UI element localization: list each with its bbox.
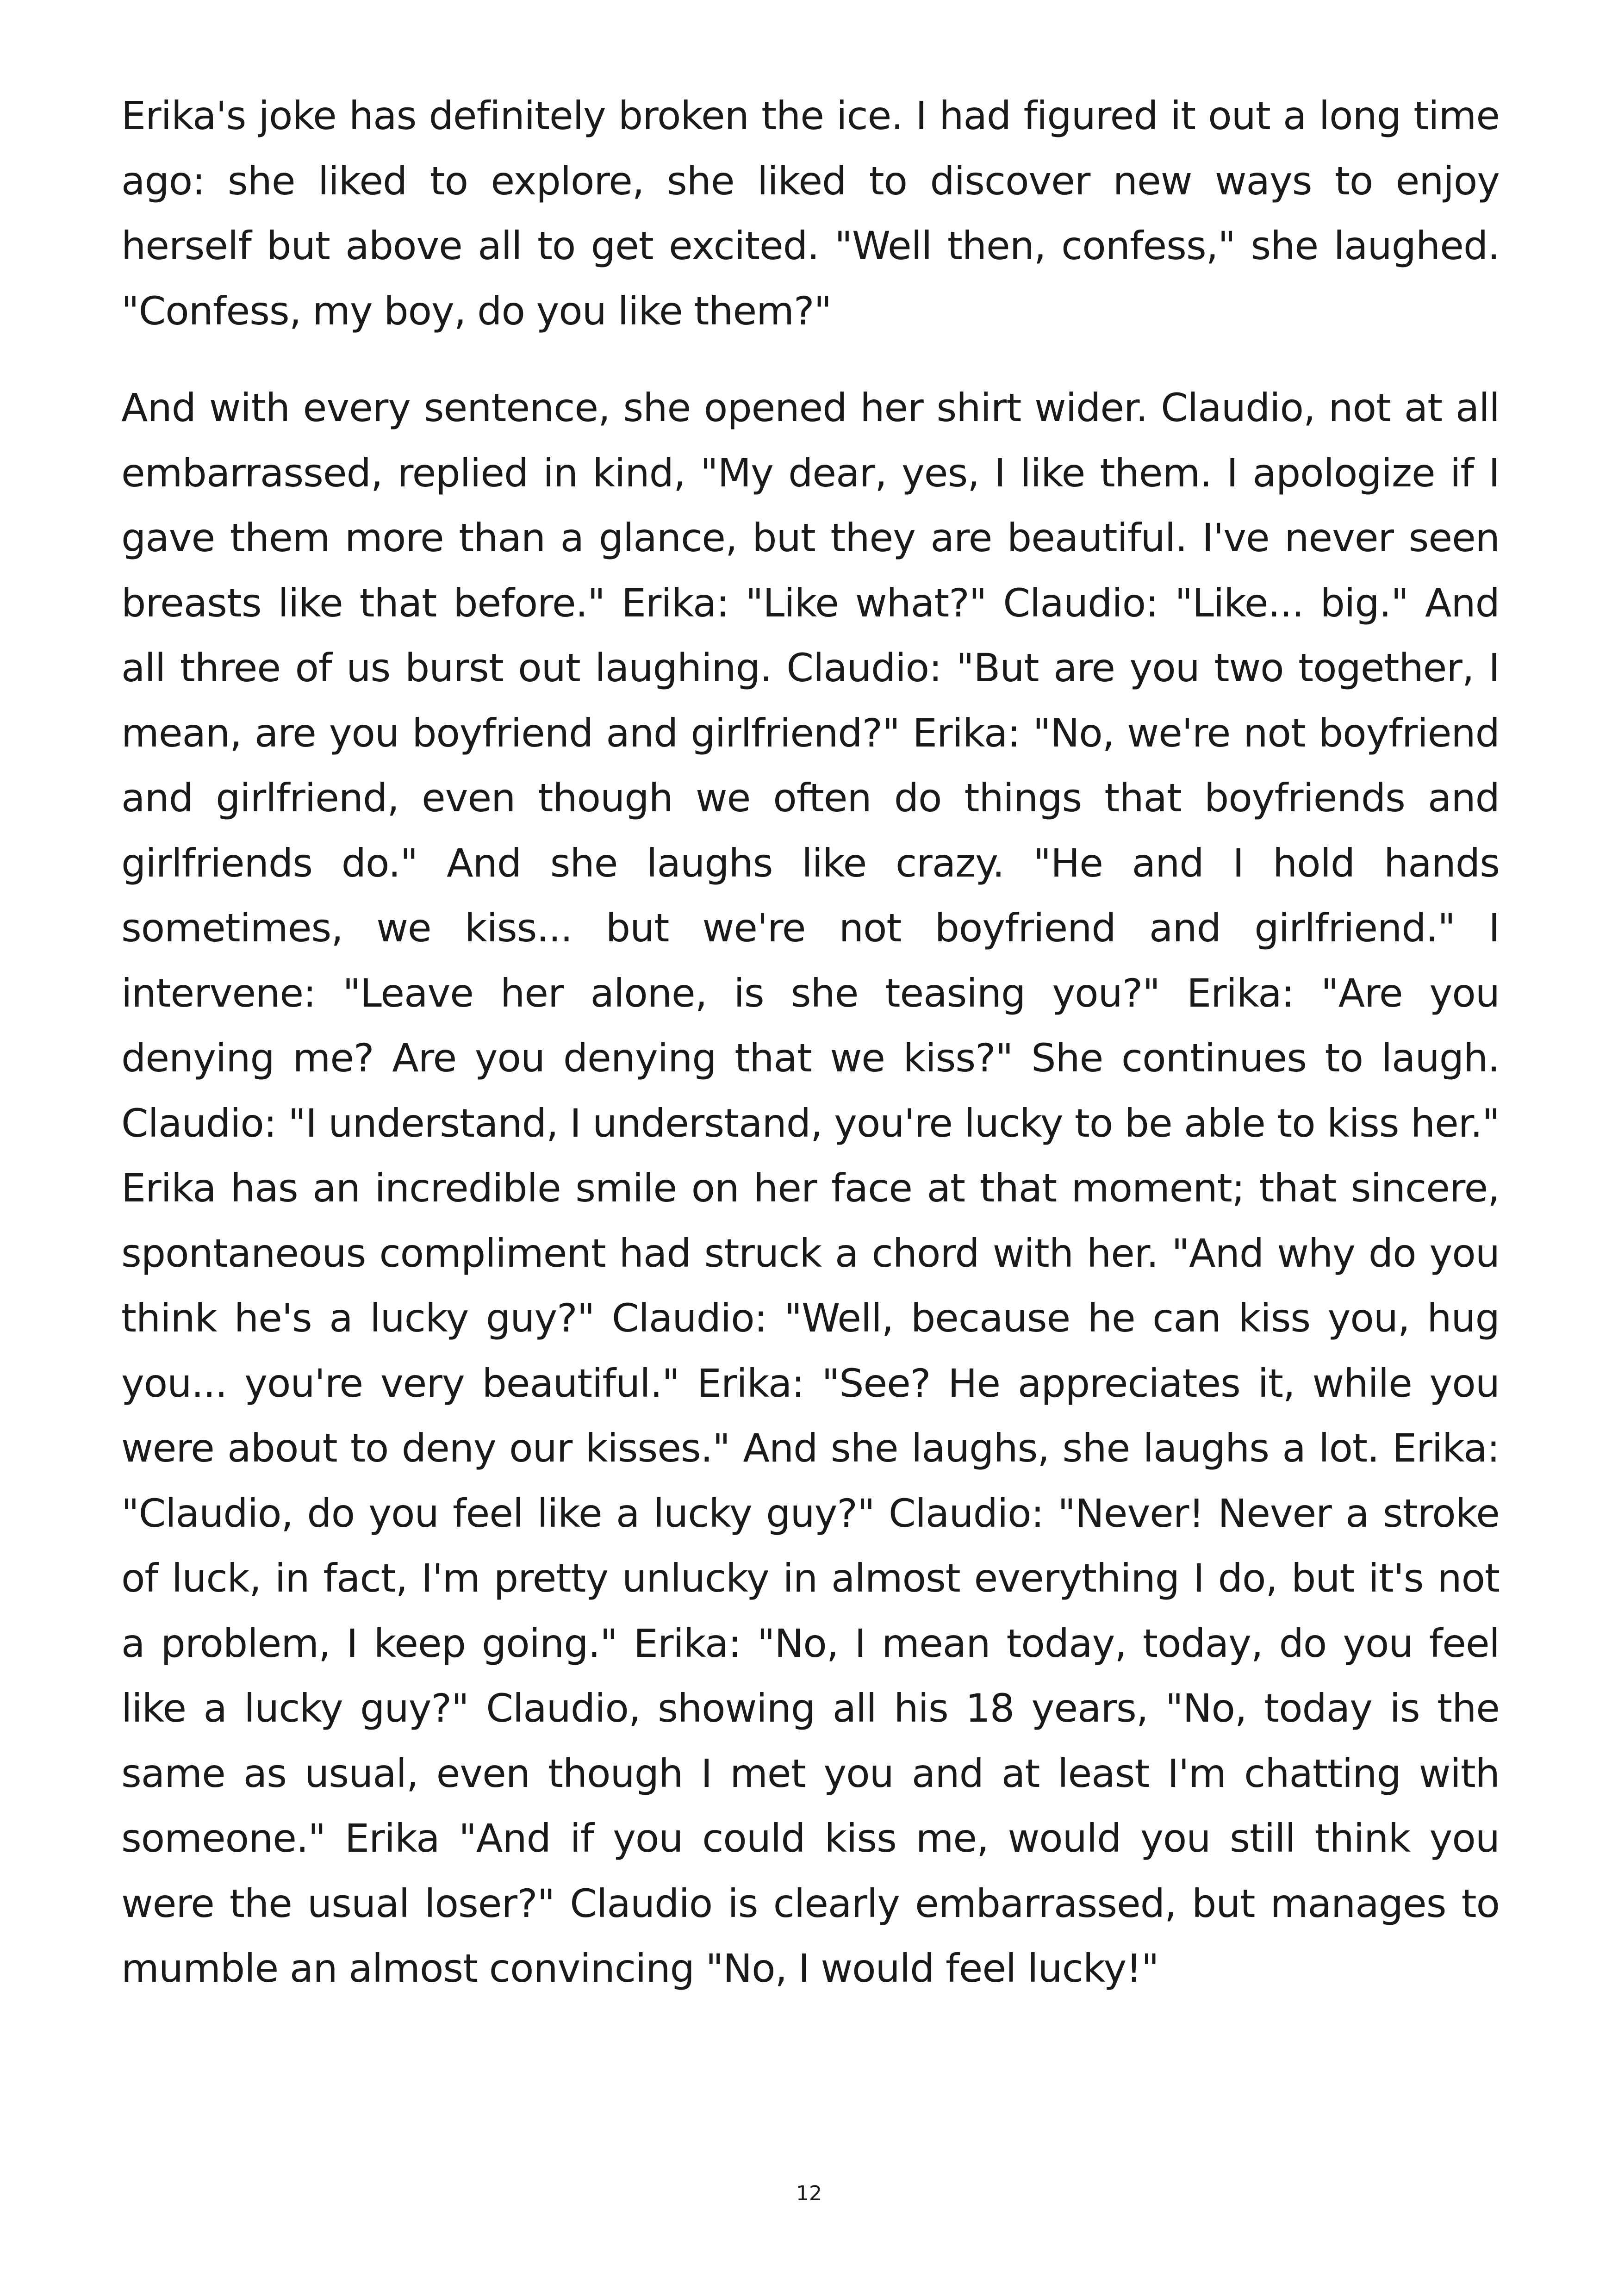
paragraph: And with every sentence, she opened her shirt wider. Claudio, not at all embarrassed, replied in kind, "My dear, yes, I like them. I apologize if I gave them more than a glance, but they are beautiful. I've never seen breasts like that before." Erika: "Like what?" Claudio: "Like... big." And all three of us burst out laughing. Claudio: "But are you two together, I mean, are you boyfriend and girlfriend?" Erika: "No, we're not boyfriend and girlfriend, even though we often do things that boyfriends and girlfriends do." And she laughs like crazy. "He and I hold hands sometimes, we kiss... but we're not boyfriend and girlfriend." I intervene: "Leave her alone, is she teasing you?" Erika: "Are you denying me? Are you denying that we kiss?" She continues to laugh. Claudio: "I understand, I understand, you're lucky to be able to kiss her." Erika has an incredible smile on her face at that moment; that sincere, spontaneous compliment had struck a chord with her. "And why do you think he's a lucky guy?" Claudio: "Well, because he can kiss you, hug you... you're very beautiful." Erika: "See? He appreciates it, while you were about to deny our kisses." And she laughs, she laughs a lot. Erika: "Claudio, do you feel like a lucky guy?" Claudio: "Never! Never a stroke of luck, in fact, I'm pretty unlucky in almost everything I do, but it's not a problem, I keep going." Erika: "No, I mean today, today, do you feel like a lucky guy?" Claudio, showing all his 18 years, "No, today is the same as usual, even though I met you and at least I'm chatting with someone." Erika "And if you could kiss me, would you still think you were the usual loser?" Claudio is clearly embarrassed, but manages to mumble an almost convincing "No, I would feel lucky!" [121, 385, 1500, 1991]
page-number: 12 [796, 2182, 822, 2205]
text-body [121, 83, 1500, 2001]
paragraph: Erika's joke has definitely broken the ice. I had figured it out a long time ago: she liked to explore, she liked to discover new ways to enjoy herself but above all to get excited. "Well then, confess," she laughed. "Confess, my boy, do you like them?" [121, 93, 1500, 334]
